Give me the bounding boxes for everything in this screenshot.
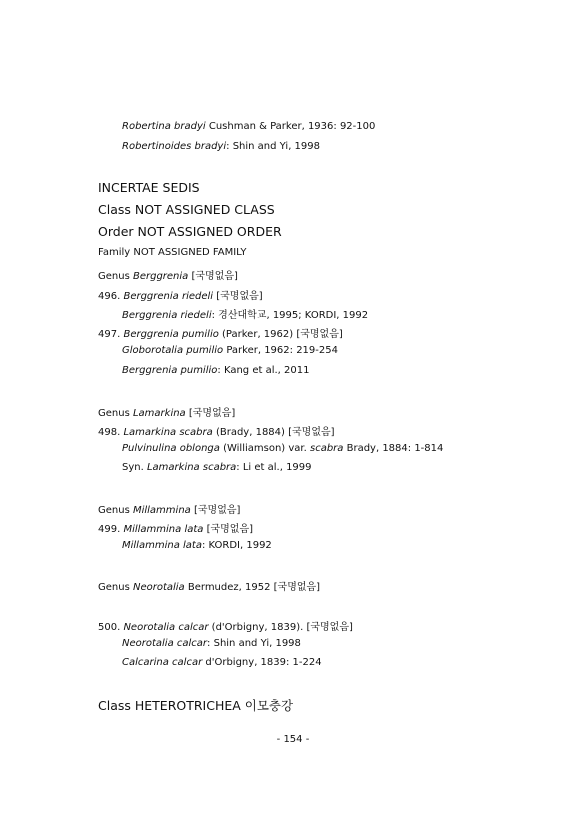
line-text: : Li et al., 1999 (236, 462, 312, 473)
taxon-name: Pulvinulina oblonga (122, 443, 220, 454)
taxon-name: Berggrenia pumilio (122, 365, 218, 376)
synonym-line (122, 638, 301, 649)
line-text: INCERTAE SEDIS (98, 180, 200, 195)
line-text: 499. (98, 524, 124, 535)
synonym-line (122, 345, 338, 356)
line-text: 498. (98, 427, 124, 438)
synonym-line (122, 141, 320, 152)
taxon-name: Millammina lata (122, 540, 202, 551)
line-text: Parker, 1962: 219-254 (223, 345, 338, 356)
taxon-name: Neorotalia calcar (123, 622, 209, 633)
line-text: : Shin and Yi, 1998 (226, 141, 320, 152)
line-text: 497. (98, 329, 124, 340)
line-text: (Brady, 1884) [국명없음] (212, 427, 335, 438)
line-text: Syn. (122, 462, 147, 473)
line-text: : 경산대학교, 1995; KORDI, 1992 (211, 310, 369, 321)
line-text: Class HETEROTRICHEA 이모충강 (98, 698, 294, 713)
heading-class (98, 696, 293, 714)
line-text: Genus (98, 408, 133, 419)
genus-line (98, 501, 240, 516)
taxon-name: Neorotalia calcar (122, 638, 208, 649)
taxon-name: Millammina lata (123, 524, 204, 535)
heading-family (98, 247, 247, 258)
line-text: Order NOT ASSIGNED ORDER (98, 224, 282, 239)
line-text: (d'Orbigny, 1839). [국명없음] (208, 622, 353, 633)
synonym-line (122, 657, 322, 668)
taxon-name: Berggrenia pumilio (123, 329, 219, 340)
synonym-line (122, 365, 309, 376)
species-line (98, 325, 343, 340)
synonym-line (122, 306, 368, 321)
genus-line (98, 578, 320, 593)
species-line (98, 287, 263, 302)
taxon-name: Neorotalia (132, 582, 185, 593)
line-text: 496. (98, 291, 124, 302)
taxon-name: Calcarina calcar (122, 657, 203, 668)
taxon-name: Berggrenia riedeli (122, 310, 212, 321)
heading-order (98, 224, 282, 239)
heading-incertae-sedis (98, 180, 200, 195)
line-text: Genus (98, 505, 133, 516)
line-text: 500. (98, 622, 124, 633)
synonym-line (122, 443, 443, 454)
line-text: Family NOT ASSIGNED FAMILY (98, 247, 247, 258)
line-text: Brady, 1884: 1-814 (343, 443, 444, 454)
genus-line (98, 267, 238, 282)
line-text: Genus (98, 582, 133, 593)
line-text: Genus (98, 271, 133, 282)
taxon-name: Lamarkina (132, 408, 186, 419)
taxon-name: Berggrenia riedeli (123, 291, 214, 302)
line-text: Class NOT ASSIGNED CLASS (98, 202, 275, 217)
taxon-name: Millammina (132, 505, 191, 516)
line-text: : KORDI, 1992 (201, 540, 272, 551)
line-text: [국명없음] (190, 505, 241, 516)
synonym-line (122, 540, 272, 551)
genus-line (98, 404, 235, 419)
line-text: [국명없음] (203, 524, 254, 535)
taxon-name: Berggrenia (132, 271, 189, 282)
taxon-name: Lamarkina scabra (123, 427, 213, 438)
line-text: : Shin and Yi, 1998 (207, 638, 301, 649)
line-text: (Williamson) var. (219, 443, 310, 454)
line-text: [국명없음] (185, 408, 236, 419)
taxon-name: Robertina bradyi (122, 121, 206, 132)
taxon-name: Robertinoides bradyi (122, 141, 227, 152)
species-line (98, 520, 253, 535)
taxon-name: Globorotalia pumilio (122, 345, 224, 356)
line-text: [국명없음] (188, 271, 238, 282)
synonym-line (122, 121, 375, 132)
species-line (98, 423, 335, 438)
page-number: - 154 - (276, 734, 310, 745)
synonym-line (122, 462, 312, 473)
line-text: d'Orbigny, 1839: 1-224 (202, 657, 322, 668)
line-text: [국명없음] (213, 291, 263, 302)
species-line (98, 618, 353, 633)
line-text: : Kang et al., 2011 (217, 365, 310, 376)
heading-class (98, 202, 275, 217)
taxon-name: Lamarkina scabra (146, 462, 237, 473)
line-text: (Parker, 1962) [국명없음] (218, 329, 343, 340)
line-text: Cushman & Parker, 1936: 92-100 (205, 121, 376, 132)
line-text: Bermudez, 1952 [국명없음] (184, 582, 321, 593)
taxon-name: scabra (309, 443, 344, 454)
